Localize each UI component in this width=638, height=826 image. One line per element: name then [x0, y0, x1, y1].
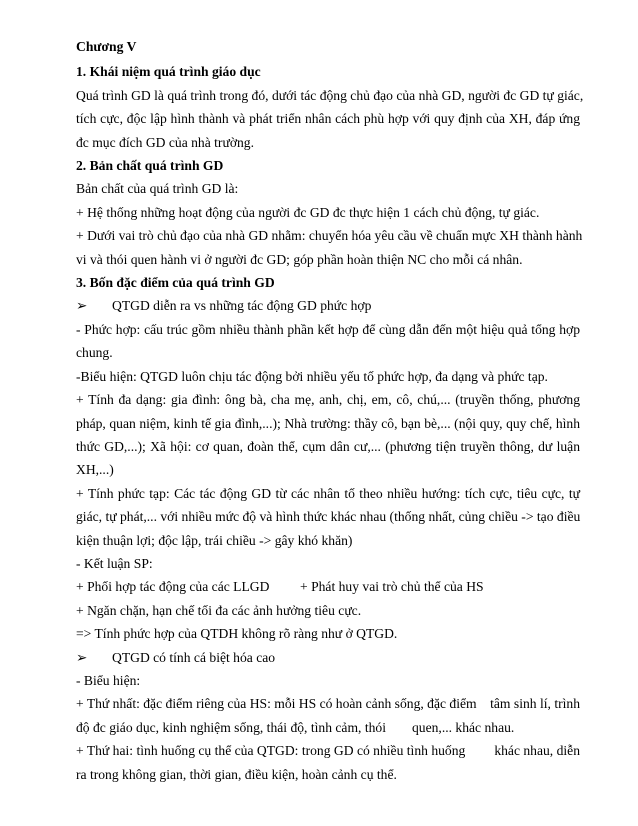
text-segment: tâm sinh lí, trình — [490, 696, 580, 711]
arrowhead-bullet-icon: ➢ — [76, 650, 88, 665]
paragraph-line: Quá trình GD là quá trình trong đó, dưới tác động chủ đạo của nhà GD, người đc GD tự giác, — [76, 88, 584, 103]
paragraph-line: + Tính đa dạng: gia đình: ông bà, cha mẹ, anh, chị, em, cô, chú,... (truyền thống, phương — [76, 392, 580, 407]
paragraph-line: đc mục đích GD của nhà trường. — [76, 135, 255, 150]
paragraph-line: => Tính phức hợp của QTDH không rõ ràng như ở QTGD. — [76, 626, 398, 641]
text-segment: khác nhau, diễn — [494, 743, 580, 758]
combo-right-text: + Phát huy vai trò chủ thể của HS — [300, 579, 484, 594]
combo-left-text: + Phối hợp tác động của các LLGD — [76, 579, 270, 594]
paragraph-line: kiện thuận lợi; độc lập, trái chiều -> gây khó khăn) — [76, 533, 353, 548]
text-segment: + Thứ nhất: đặc điểm riêng của HS: mỗi HS có hoàn cảnh sống, đặc điểm — [76, 696, 477, 711]
text-segment: + Thứ hai: tình huống cụ thể của QTGD: trong GD có nhiều tình huống — [76, 743, 466, 758]
paragraph-line: ra trong không gian, thời gian, điều kiện, hoàn cảnh cụ thể. — [76, 767, 397, 782]
paragraph-line — [76, 578, 580, 596]
paragraph-line: giác, tự phát,... với nhiều mức độ và hình thức khác nhau (thống nhất, củng chiều -> tạo điều — [76, 509, 581, 524]
paragraph-line: + Ngăn chặn, hạn chế tối đa các ảnh hưởng tiêu cực. — [76, 603, 362, 618]
paragraph-line: thức GD,...); Xã hội: cơ quan, đoàn thể, cụm dân cư,... (phương tiện truyền thông, dư luận — [76, 439, 580, 454]
paragraph-line: - Biểu hiện: — [76, 673, 141, 688]
paragraph-line: pháp, quan niệm, kinh tế gia đình,...); Nhà trường: thầy cô, bạn bè,... (nội quy, quy chế, hình — [76, 416, 580, 431]
paragraph-line: -Biểu hiện: QTGD luôn chịu tác động bởi nhiều yếu tố phức hợp, đa dạng và phức tạp. — [76, 369, 548, 384]
bullet-text: QTGD có tính cá biệt hóa cao — [112, 650, 276, 665]
text-segment: quen,... khác nhau. — [412, 720, 515, 735]
paragraph-line — [76, 742, 580, 760]
chapter-title: Chương V — [76, 39, 137, 54]
paragraph-line: - Phức hợp: cấu trúc gồm nhiều thành phần kết hợp để cùng dẫn đến một hiệu quả tổng hợp — [76, 322, 580, 337]
paragraph-line: tích cực, độc lập hình thành và phát triển nhân cách phù hợp với quy định của XH, đáp ứng — [76, 111, 580, 126]
bullet-text: QTGD diễn ra vs những tác động GD phức hợp — [112, 298, 372, 313]
paragraph-line — [76, 695, 580, 713]
section-1-heading: 1. Khái niệm quá trình giáo dục — [76, 64, 261, 79]
paragraph-line: + Tính phức tạp: Các tác động GD từ các nhân tố theo nhiều hướng: tích cực, tiêu cực, tự — [76, 486, 580, 501]
paragraph-line — [76, 719, 580, 737]
paragraph-line: Bản chất của quá trình GD là: — [76, 181, 239, 196]
paragraph-line: chung. — [76, 345, 113, 360]
paragraph-line: vi và thói quen hành vi ở người đc GD; góp phần hoàn thiện NC cho mỗi cá nhân. — [76, 252, 523, 267]
paragraph-line: + Hệ thống những hoạt động của người đc GD đc thực hiện 1 cách chủ động, tự giác. — [76, 205, 540, 220]
paragraph-line: - Kết luận SP: — [76, 556, 153, 571]
section-2-heading: 2. Bản chất quá trình GD — [76, 158, 224, 173]
arrowhead-bullet-icon: ➢ — [76, 298, 88, 313]
section-3-heading: 3. Bốn đặc điểm của quá trình GD — [76, 275, 275, 290]
text-segment: độ đc giáo dục, kinh nghiệm sống, thái độ, tình cảm, thói — [76, 720, 386, 735]
paragraph-line: XH,...) — [76, 462, 114, 477]
paragraph-line: + Dưới vai trò chủ đạo của nhà GD nhằm: chuyển hóa yêu cầu về chuẩn mực XH thành hành — [76, 228, 583, 243]
